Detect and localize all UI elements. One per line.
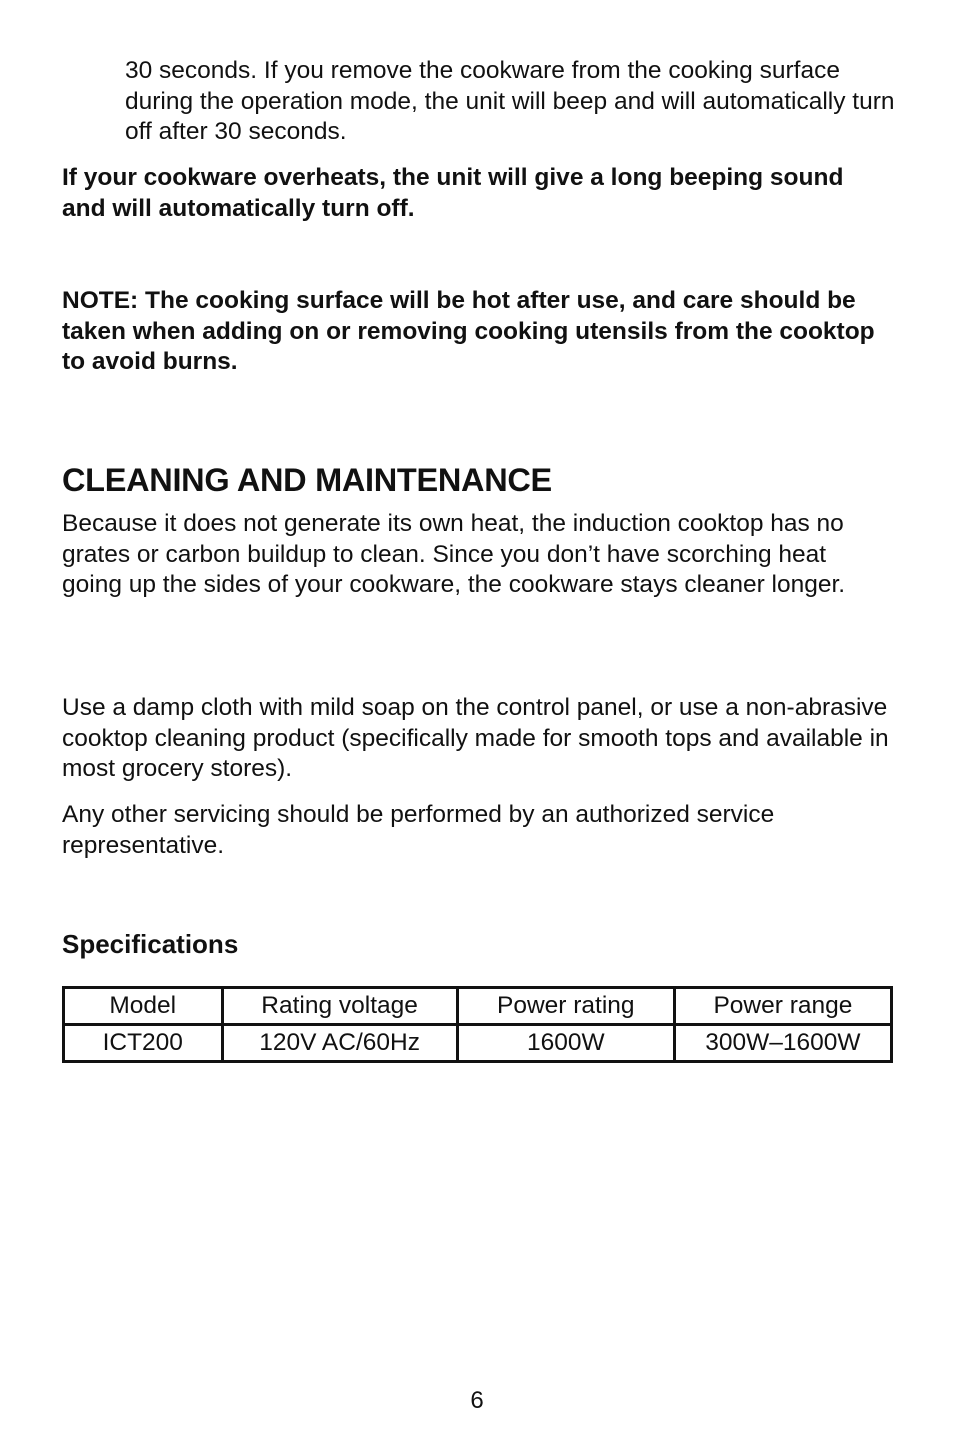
overheat-warning: If your cookware overheats, the unit will give a long beeping sound and will automatically turn off. (62, 164, 844, 222)
specifications-heading: Specifications (62, 929, 239, 959)
column-header-power-rating: Power rating (457, 988, 674, 1025)
cell-power-rating: 1600W (457, 1025, 674, 1062)
specifications-table (62, 986, 893, 1063)
cell-model: ICT200 (64, 1025, 223, 1062)
table-row (64, 1025, 892, 1062)
section-heading-cleaning: CLEANING AND MAINTENANCE (62, 462, 552, 498)
column-header-rating-voltage: Rating voltage (222, 988, 457, 1025)
column-header-power-range: Power range (674, 988, 891, 1025)
cleaning-paragraph-1: Because it does not generate its own heat, the induction cooktop has no grates or carbon buildup to clean. Since you don’t have scorching heat going up the sides of your cookware, the cookware stays cleaner longer. (62, 510, 846, 598)
note-paragraph: NOTE: The cooking surface will be hot after use, and care should be taken when adding on or removing cooking utensils from the cooktop to avoid burns. (62, 287, 875, 375)
page-number: 6 (470, 1387, 484, 1414)
column-header-model: Model (64, 988, 223, 1025)
continued-paragraph: 30 seconds. If you remove the cookware from the cooking surface during the operation mode, the unit will beep and will automatically turn off after 30 seconds. (125, 57, 895, 145)
cell-power-range: 300W–1600W (674, 1025, 891, 1062)
table-header-row (64, 988, 892, 1025)
cleaning-paragraph-2: Use a damp cloth with mild soap on the control panel, or use a non-abrasive cooktop cleaning product (specifically made for smooth tops and available in most grocery stores). (62, 694, 889, 782)
cleaning-paragraph-3: Any other servicing should be performed by an authorized service representative. (62, 801, 775, 859)
cell-rating-voltage: 120V AC/60Hz (222, 1025, 457, 1062)
